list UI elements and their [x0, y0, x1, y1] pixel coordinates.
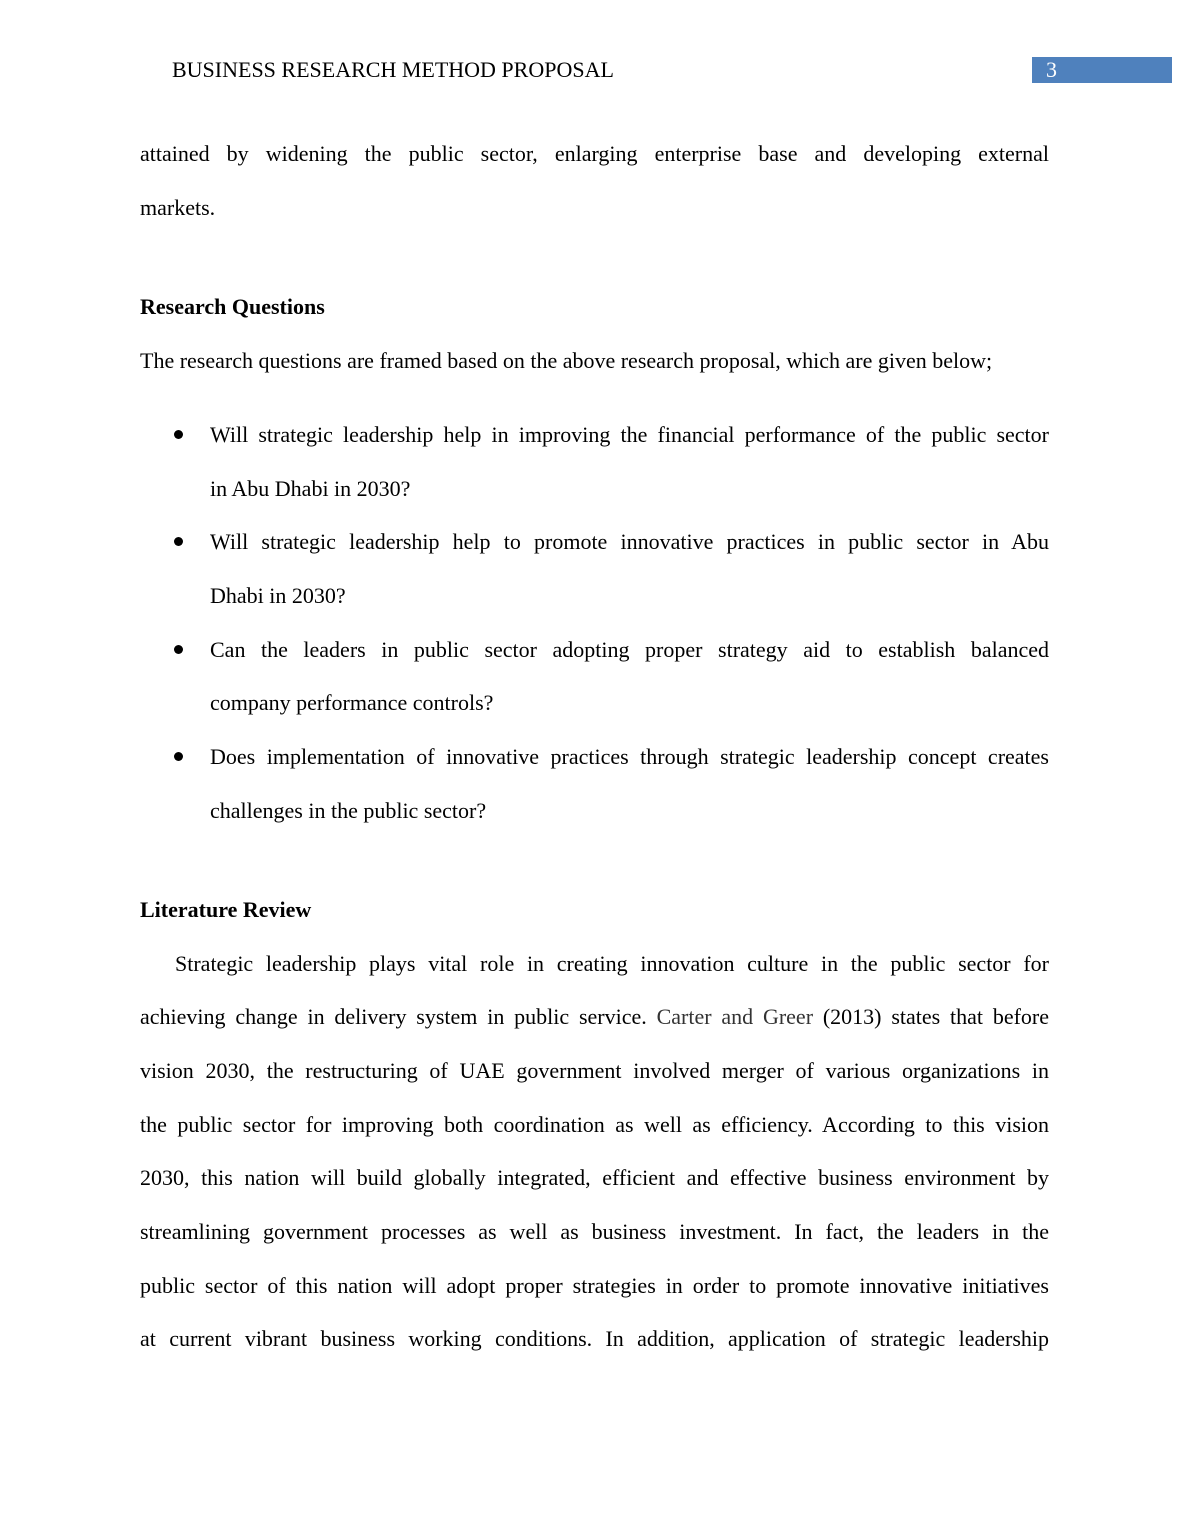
- paragraph-line: streamlining government processes as well as business investment. In fact, the leaders in the: [140, 1219, 1049, 1244]
- list-item-line: in Abu Dhabi in 2030?: [210, 476, 411, 501]
- text: achieving change in delivery system in public service.: [140, 1004, 647, 1029]
- paragraph-line: attained by widening the public sector, enlarging enterprise base and developing external: [140, 141, 1049, 166]
- bullet-icon: [174, 744, 186, 756]
- list-item-line: Does implementation of innovative practices through strategic leadership concept creates: [210, 744, 1049, 769]
- section-heading: Research Questions: [140, 294, 325, 319]
- paragraph-line: vision 2030, the restructuring of UAE government involved merger of various organizations in: [140, 1058, 1049, 1083]
- list-item-line: company performance controls?: [210, 690, 494, 715]
- running-header: BUSINESS RESEARCH METHOD PROPOSAL: [172, 57, 614, 82]
- paragraph-line: The research questions are framed based on the above research proposal, which are given below;: [140, 348, 993, 373]
- section-heading: Literature Review: [140, 897, 312, 922]
- paragraph-line: public sector of this nation will adopt proper strategies in order to promote innovative initiatives: [140, 1273, 1049, 1298]
- list-item-line: Can the leaders in public sector adopting proper strategy aid to establish balanced: [210, 637, 1049, 662]
- paragraph-line: markets.: [140, 195, 216, 220]
- list-item-line: Dhabi in 2030?: [210, 583, 346, 608]
- list-item-line: Will strategic leadership help to promote innovative practices in public sector in Abu: [210, 529, 1049, 554]
- bullet-icon: [174, 422, 186, 434]
- page-number-bar: [1032, 57, 1172, 83]
- paragraph-line: the public sector for improving both coordination as well as efficiency. According to this vision: [140, 1112, 1049, 1137]
- list-item-line: challenges in the public sector?: [210, 798, 487, 823]
- list-item-line: Will strategic leadership help in improving the financial performance of the public sector: [210, 422, 1049, 447]
- paragraph-line: 2030, this nation will build globally integrated, efficient and effective business environment by: [140, 1165, 1049, 1190]
- paragraph-line: Strategic leadership plays vital role in creating innovation culture in the public sector for: [175, 951, 1049, 976]
- bullet-icon: [174, 637, 186, 649]
- bullet-icon: [174, 529, 186, 541]
- citation-link: Carter and Greer: [656, 1004, 814, 1029]
- paragraph-line: at current vibrant business working conditions. In addition, application of strategic leadership: [140, 1326, 1049, 1351]
- text: (2013) states that before: [822, 1004, 1050, 1029]
- paragraph-line: [140, 1004, 1049, 1030]
- page-number: 3: [1046, 57, 1057, 82]
